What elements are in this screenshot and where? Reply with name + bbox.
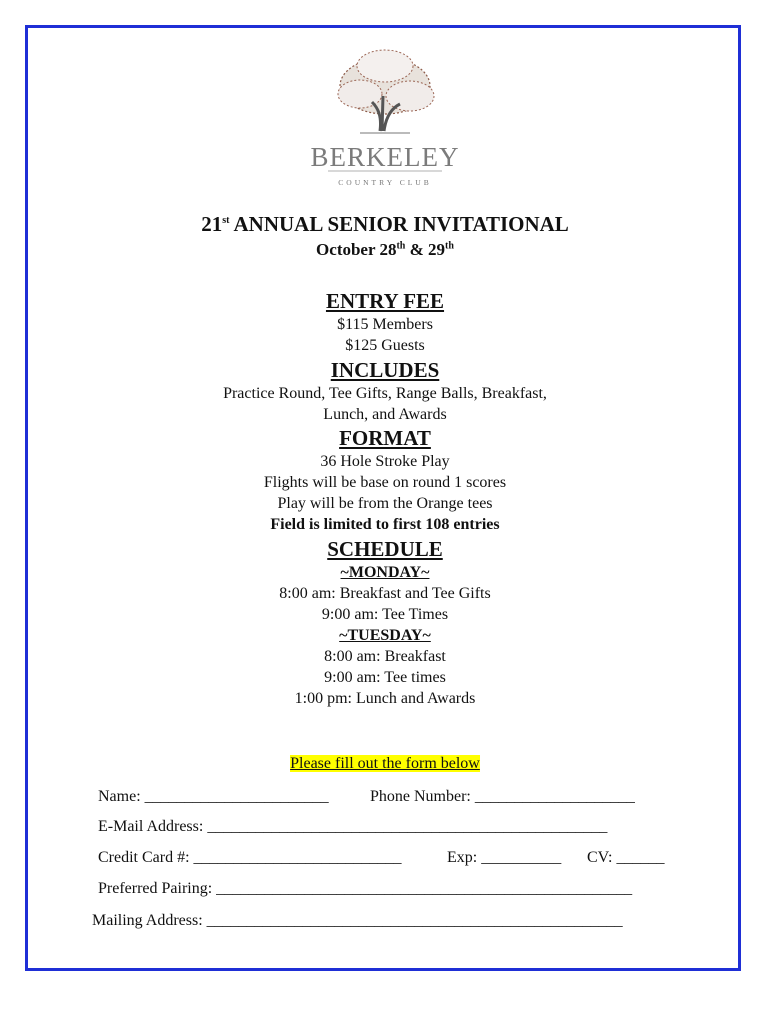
name-field[interactable]: Name: _______________________ <box>98 788 329 805</box>
includes-line: Practice Round, Tee Gifts, Range Balls, Breakfast, <box>223 385 547 402</box>
logo-name: BERKELEY <box>310 142 460 172</box>
monday-heading: ~MONDAY~ <box>340 564 430 581</box>
event-title: 21st ANNUAL SENIOR INVITATIONAL <box>201 212 569 236</box>
entry-fee-heading: ENTRY FEE <box>325 289 445 313</box>
club-logo <box>300 36 470 191</box>
schedule-section <box>0 537 770 709</box>
includes-section <box>0 358 770 425</box>
format-limit-line: Field is limited to first 108 entries <box>270 516 500 533</box>
entry-fee-line: $115 Members <box>337 316 433 333</box>
exp-field[interactable]: Exp: __________ <box>447 849 562 866</box>
tuesday-heading: ~TUESDAY~ <box>339 627 431 644</box>
schedule-line: 9:00 am: Tee times <box>324 669 446 686</box>
schedule-line: 8:00 am: Breakfast <box>324 648 446 665</box>
format-line: Play will be from the Orange tees <box>277 495 493 512</box>
entry-fee-line: $125 Guests <box>345 337 425 354</box>
mailing-address-field[interactable]: Mailing Address: ____________________________________________________ <box>92 912 623 929</box>
logo-sub: COUNTRY CLUB <box>338 178 432 187</box>
format-heading: FORMAT <box>339 426 431 450</box>
credit-card-field[interactable]: Credit Card #: __________________________ <box>98 849 402 866</box>
form-prompt: Please fill out the form below <box>290 755 480 772</box>
phone-field[interactable]: Phone Number: ____________________ <box>370 788 635 805</box>
includes-line: Lunch, and Awards <box>323 406 447 423</box>
format-line: Flights will be base on round 1 scores <box>263 474 507 491</box>
schedule-line: 8:00 am: Breakfast and Tee Gifts <box>279 585 491 602</box>
tree-icon <box>338 50 434 133</box>
format-line: 36 Hole Stroke Play <box>320 453 450 470</box>
schedule-line: 1:00 pm: Lunch and Awards <box>294 690 476 707</box>
includes-heading: INCLUDES <box>330 358 440 382</box>
event-dates: October 28th & 29th <box>316 240 454 259</box>
pairing-field[interactable]: Preferred Pairing: ____________________________________________________ <box>98 880 633 897</box>
entry-fee-section <box>0 289 770 356</box>
format-section <box>0 426 770 535</box>
cv-field[interactable]: CV: ______ <box>587 849 665 866</box>
schedule-line: 9:00 am: Tee Times <box>321 606 449 623</box>
email-field[interactable]: E-Mail Address: __________________________________________________ <box>98 818 608 835</box>
schedule-heading: SCHEDULE <box>327 537 443 561</box>
